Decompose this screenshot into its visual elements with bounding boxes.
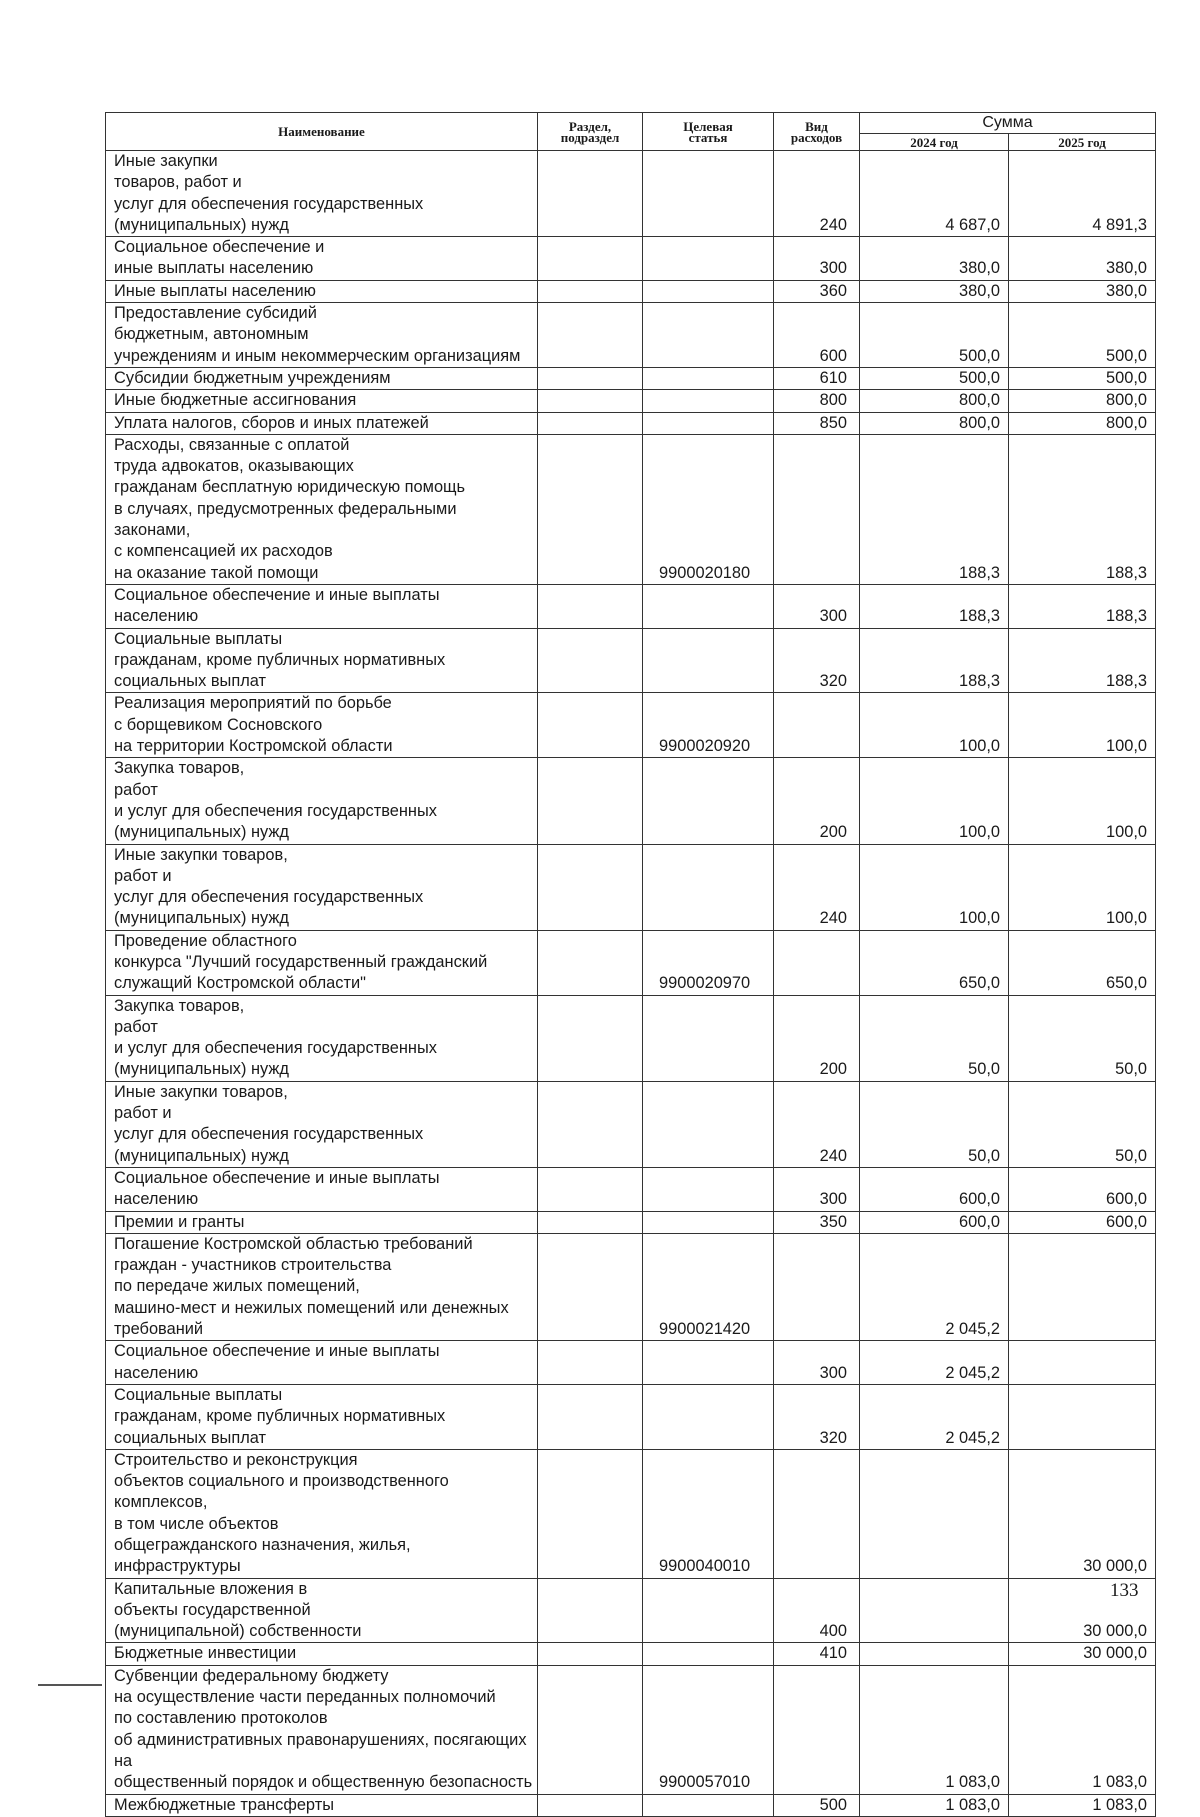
cell-y2024: 50,0 (860, 995, 1009, 1081)
cell-y2024: 1 083,0 (860, 1794, 1009, 1816)
cell-y2025: 188,3 (1009, 584, 1156, 628)
table-row (106, 1643, 1156, 1665)
cell-y2025: 50,0 (1009, 995, 1156, 1081)
cell-y2024: 380,0 (860, 280, 1009, 302)
cell-type: 400 (774, 1578, 860, 1643)
cell-type: 200 (774, 995, 860, 1081)
cell-type: 360 (774, 280, 860, 302)
cell-name: Реализация мероприятий по борьбе с борщевиком Сосновского на территории Костромской области (106, 693, 538, 758)
cell-target (643, 1794, 774, 1816)
cell-y2024: 1 083,0 (860, 1665, 1009, 1794)
cell-y2024: 800,0 (860, 390, 1009, 412)
table-row (106, 1665, 1156, 1794)
cell-section (538, 584, 643, 628)
cell-name: Иные закупки товаров, работ и услуг для обеспечения государственных (муниципальных) нужд (106, 844, 538, 930)
cell-name: Социальное обеспечение и иные выплаты населению (106, 1341, 538, 1385)
cell-section (538, 1233, 643, 1340)
cell-y2025: 1 083,0 (1009, 1794, 1156, 1816)
cell-target: 9900020180 (643, 434, 774, 584)
table-row (106, 390, 1156, 412)
cell-name: Премии и гранты (106, 1211, 538, 1233)
cell-y2025 (1009, 1233, 1156, 1340)
cell-target (643, 303, 774, 368)
cell-name: Бюджетные инвестиции (106, 1643, 538, 1665)
cell-y2025: 800,0 (1009, 390, 1156, 412)
cell-y2025: 30 000,0 (1009, 1449, 1156, 1578)
cell-type (774, 930, 860, 995)
cell-section (538, 237, 643, 281)
cell-name: Социальное обеспечение и иные выплаты населению (106, 237, 538, 281)
cell-y2024: 2 045,2 (860, 1384, 1009, 1449)
cell-target: 9900021420 (643, 1233, 774, 1340)
cell-target (643, 280, 774, 302)
header-sum: Сумма (860, 113, 1156, 134)
cell-section (538, 280, 643, 302)
cell-target (643, 628, 774, 693)
table-row (106, 367, 1156, 389)
table-row (106, 930, 1156, 995)
table-body (106, 151, 1156, 1817)
cell-target: 9900020970 (643, 930, 774, 995)
table-row (106, 151, 1156, 237)
cell-y2024 (860, 1449, 1009, 1578)
cell-y2025: 188,3 (1009, 434, 1156, 584)
cell-type: 200 (774, 758, 860, 844)
cell-y2025: 600,0 (1009, 1167, 1156, 1211)
cell-target: 9900040010 (643, 1449, 774, 1578)
table-row (106, 1081, 1156, 1167)
page-number: 133 (1110, 1580, 1139, 1601)
cell-target (643, 1167, 774, 1211)
cell-name: Субсидии бюджетным учреждениям (106, 367, 538, 389)
cell-name: Социальные выплаты гражданам, кроме публичных нормативных социальных выплат (106, 1384, 538, 1449)
cell-name: Капитальные вложения в объекты государственной (муниципальной) собственности (106, 1578, 538, 1643)
table-row (106, 1794, 1156, 1816)
table-row (106, 280, 1156, 302)
cell-y2024: 800,0 (860, 412, 1009, 434)
cell-section (538, 434, 643, 584)
cell-y2025: 380,0 (1009, 237, 1156, 281)
cell-name: Межбюджетные трансферты (106, 1794, 538, 1816)
cell-section (538, 390, 643, 412)
table-row (106, 995, 1156, 1081)
cell-y2025: 650,0 (1009, 930, 1156, 995)
cell-section (538, 1081, 643, 1167)
cell-y2024: 188,3 (860, 584, 1009, 628)
cell-y2025: 188,3 (1009, 628, 1156, 693)
cell-name: Социальные выплаты гражданам, кроме публичных нормативных социальных выплат (106, 628, 538, 693)
cell-target (643, 1384, 774, 1449)
cell-type: 600 (774, 303, 860, 368)
cell-target (643, 412, 774, 434)
table-row (106, 412, 1156, 434)
cell-target (643, 367, 774, 389)
cell-target (643, 1578, 774, 1643)
cell-target (643, 151, 774, 237)
cell-y2025 (1009, 1341, 1156, 1385)
cell-y2025: 500,0 (1009, 367, 1156, 389)
cell-target: 9900020920 (643, 693, 774, 758)
cell-target (643, 390, 774, 412)
cell-y2025: 100,0 (1009, 758, 1156, 844)
table-row (106, 1578, 1156, 1643)
cell-y2024 (860, 1643, 1009, 1665)
table-row (106, 237, 1156, 281)
cell-type: 800 (774, 390, 860, 412)
cell-name: Расходы, связанные с оплатой труда адвокатов, оказывающих гражданам бесплатную юридическую помощь в случаях, предусмотренных федеральными законами, с компенсацией их расходов на оказание такой помощи (106, 434, 538, 584)
cell-name: Социальное обеспечение и иные выплаты населению (106, 1167, 538, 1211)
cell-target (643, 1081, 774, 1167)
cell-y2024: 650,0 (860, 930, 1009, 995)
cell-section (538, 930, 643, 995)
cell-type: 320 (774, 1384, 860, 1449)
table-row (106, 844, 1156, 930)
cell-y2024: 100,0 (860, 844, 1009, 930)
cell-section (538, 844, 643, 930)
cell-section (538, 1341, 643, 1385)
table-row (106, 1211, 1156, 1233)
cell-target (643, 1643, 774, 1665)
cell-name: Предоставление субсидий бюджетным, автономным учреждениям и иным некоммерческим организациям (106, 303, 538, 368)
cell-name: Иные выплаты населению (106, 280, 538, 302)
cell-y2025: 600,0 (1009, 1211, 1156, 1233)
cell-target (643, 237, 774, 281)
cell-y2025: 30 000,0 (1009, 1578, 1156, 1643)
cell-y2024: 600,0 (860, 1211, 1009, 1233)
cell-section (538, 367, 643, 389)
cell-type: 240 (774, 844, 860, 930)
header-name: Наименование (106, 113, 538, 151)
cell-target (643, 844, 774, 930)
cell-y2025: 100,0 (1009, 844, 1156, 930)
table-row (106, 1449, 1156, 1578)
cell-type: 300 (774, 1167, 860, 1211)
scan-edge-mark (38, 1684, 102, 1686)
cell-name: Иные закупки товаров, работ и услуг для обеспечения государственных (муниципальных) нужд (106, 1081, 538, 1167)
cell-target (643, 995, 774, 1081)
header-year-2025: 2025 год (1009, 134, 1156, 151)
cell-y2024: 188,3 (860, 628, 1009, 693)
cell-section (538, 303, 643, 368)
cell-type: 300 (774, 237, 860, 281)
cell-target (643, 584, 774, 628)
cell-name: Погашение Костромской областью требований граждан - участников строительства по передаче жилых помещений, машино-мест и нежилых помещений или денежных требований (106, 1233, 538, 1340)
cell-name: Закупка товаров, работ и услуг для обеспечения государственных (муниципальных) нужд (106, 758, 538, 844)
cell-name: Проведение областного конкурса "Лучший государственный гражданский служащий Костромской области" (106, 930, 538, 995)
cell-y2024: 50,0 (860, 1081, 1009, 1167)
cell-type: 610 (774, 367, 860, 389)
cell-y2024 (860, 1578, 1009, 1643)
cell-y2024: 100,0 (860, 758, 1009, 844)
cell-y2024: 4 687,0 (860, 151, 1009, 237)
table-row (106, 584, 1156, 628)
cell-type (774, 1233, 860, 1340)
table-row (106, 628, 1156, 693)
cell-type: 410 (774, 1643, 860, 1665)
header-target: Целевая статья (643, 113, 774, 151)
cell-y2024: 2 045,2 (860, 1233, 1009, 1340)
cell-section (538, 1643, 643, 1665)
cell-type: 320 (774, 628, 860, 693)
cell-y2024: 500,0 (860, 303, 1009, 368)
cell-section (538, 1578, 643, 1643)
cell-name: Уплата налогов, сборов и иных платежей (106, 412, 538, 434)
cell-type: 850 (774, 412, 860, 434)
cell-type (774, 1449, 860, 1578)
cell-type (774, 693, 860, 758)
cell-section (538, 1167, 643, 1211)
table-header (106, 113, 1156, 151)
cell-y2025: 4 891,3 (1009, 151, 1156, 237)
cell-section (538, 1384, 643, 1449)
cell-section (538, 412, 643, 434)
cell-type: 240 (774, 1081, 860, 1167)
table-row (106, 1384, 1156, 1449)
cell-name: Субвенции федеральному бюджету на осуществление части переданных полномочий по составлению протоколов об административных правонарушениях, посягающих на общественный порядок и общественную безопасность (106, 1665, 538, 1794)
cell-section (538, 693, 643, 758)
cell-section (538, 151, 643, 237)
cell-section (538, 1449, 643, 1578)
cell-type: 500 (774, 1794, 860, 1816)
cell-y2025 (1009, 1384, 1156, 1449)
table-row (106, 303, 1156, 368)
cell-y2025: 380,0 (1009, 280, 1156, 302)
header-type: Вид расходов (774, 113, 860, 151)
cell-y2024: 500,0 (860, 367, 1009, 389)
cell-target (643, 758, 774, 844)
table-row (106, 758, 1156, 844)
cell-name: Закупка товаров, работ и услуг для обеспечения государственных (муниципальных) нужд (106, 995, 538, 1081)
cell-section (538, 628, 643, 693)
cell-target: 9900057010 (643, 1665, 774, 1794)
cell-y2024: 100,0 (860, 693, 1009, 758)
cell-type: 300 (774, 1341, 860, 1385)
header-section: Раздел, подраздел (538, 113, 643, 151)
cell-name: Иные закупки товаров, работ и услуг для обеспечения государственных (муниципальных) нужд (106, 151, 538, 237)
cell-y2025: 1 083,0 (1009, 1665, 1156, 1794)
cell-section (538, 758, 643, 844)
header-year-2024: 2024 год (860, 134, 1009, 151)
cell-type: 350 (774, 1211, 860, 1233)
cell-section (538, 995, 643, 1081)
cell-y2024: 2 045,2 (860, 1341, 1009, 1385)
cell-y2024: 380,0 (860, 237, 1009, 281)
table-row (106, 1233, 1156, 1340)
cell-type: 300 (774, 584, 860, 628)
cell-y2025: 30 000,0 (1009, 1643, 1156, 1665)
cell-y2025: 800,0 (1009, 412, 1156, 434)
cell-section (538, 1211, 643, 1233)
cell-y2025: 100,0 (1009, 693, 1156, 758)
cell-type: 240 (774, 151, 860, 237)
cell-y2024: 188,3 (860, 434, 1009, 584)
budget-table (105, 112, 1156, 1817)
table-row (106, 434, 1156, 584)
cell-type (774, 434, 860, 584)
cell-y2025: 50,0 (1009, 1081, 1156, 1167)
cell-y2025: 500,0 (1009, 303, 1156, 368)
cell-name: Иные бюджетные ассигнования (106, 390, 538, 412)
cell-name: Строительство и реконструкция объектов социального и производственного комплексов, в том числе объектов общегражданского назначения, жилья, инфраструктуры (106, 1449, 538, 1578)
table-row (106, 1167, 1156, 1211)
cell-section (538, 1794, 643, 1816)
cell-name: Социальное обеспечение и иные выплаты населению (106, 584, 538, 628)
cell-section (538, 1665, 643, 1794)
cell-target (643, 1341, 774, 1385)
cell-target (643, 1211, 774, 1233)
table-row (106, 1341, 1156, 1385)
cell-type (774, 1665, 860, 1794)
cell-y2024: 600,0 (860, 1167, 1009, 1211)
table-row (106, 693, 1156, 758)
